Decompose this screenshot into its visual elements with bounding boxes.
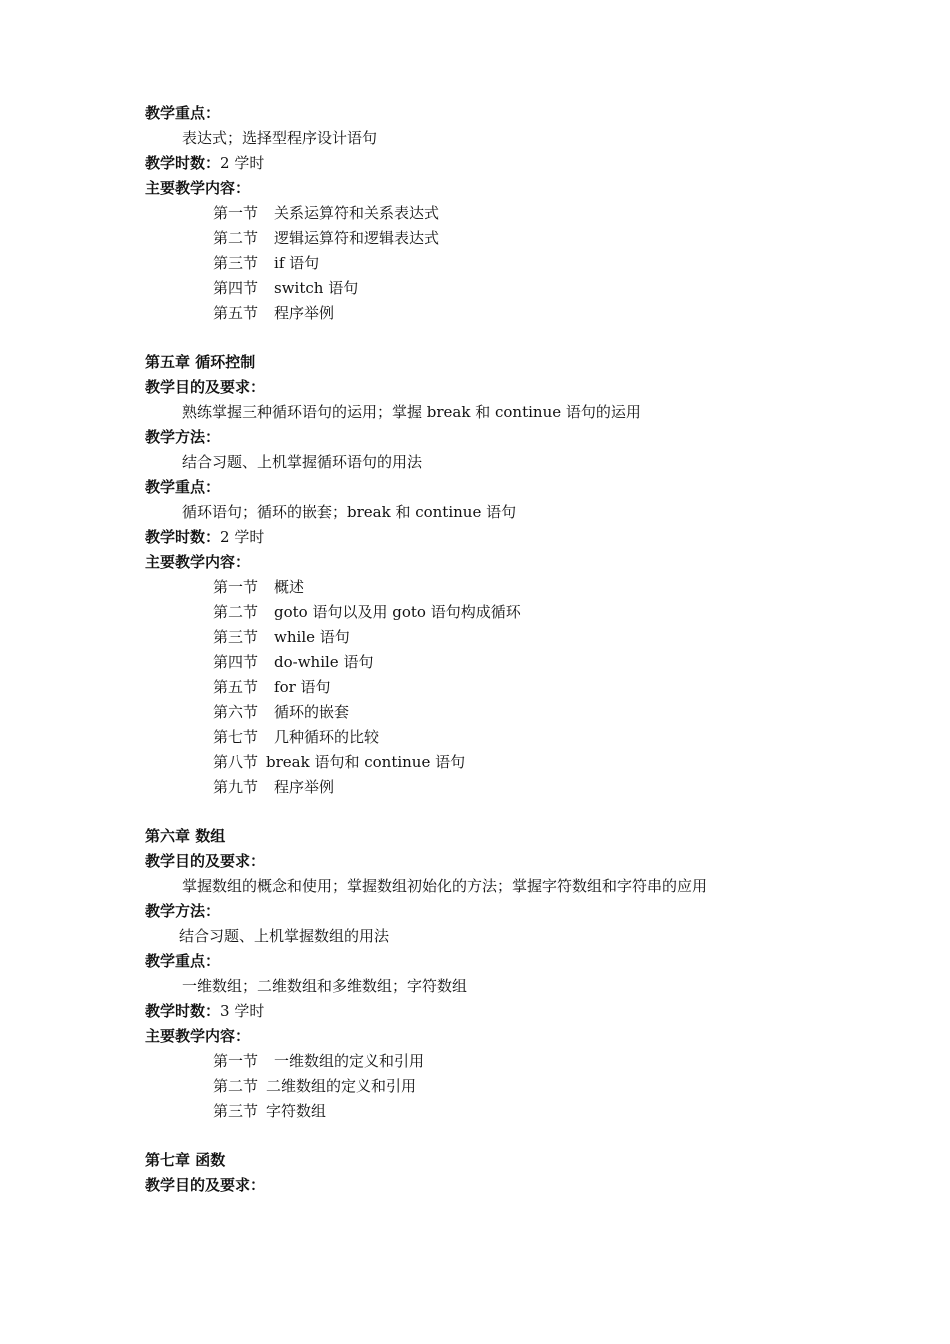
section-item [213,577,304,597]
section-num: 第二节 [213,603,259,621]
section-title: do-while 语句 [274,653,374,671]
section-title: break 语句和 continue 语句 [266,753,466,771]
section-item [213,652,373,672]
section-num: 第二节 [213,229,259,247]
hours-label: 教学时数： [145,528,221,546]
section-num: 第二节 [213,1077,259,1095]
section-num: 第一节 [213,578,259,596]
section-item [213,777,334,797]
method-label: 教学方法： [145,428,221,446]
section-item [213,1101,326,1121]
hours-line [145,527,264,547]
section-item [213,702,349,722]
focus-text: 循环语句；循环的嵌套；break 和 continue 语句 [182,503,517,521]
section-title: 概述 [274,578,305,596]
section-item [213,303,334,323]
goal-label: 教学目的及要求： [145,852,266,870]
section-title: 一维数组的定义和引用 [274,1052,425,1070]
content-label: 主要教学内容： [145,179,251,197]
goal-text: 熟练掌握三种循环语句的运用；掌握 break 和 continue 语句的运用 [182,403,641,421]
section-title: 几种循环的比较 [274,728,380,746]
hours-label: 教学时数： [145,154,221,172]
section-item [213,1076,416,1096]
section-title: switch 语句 [274,279,359,297]
hours-line [145,153,264,173]
section-num: 第三节 [213,254,259,272]
section-item [213,627,350,647]
hours-text: 2 学时 [220,528,265,546]
section-item [213,278,358,298]
chapter-title: 第七章 函数 [145,1151,226,1169]
chapter-title: 第六章 数组 [145,827,226,845]
section-num: 第四节 [213,279,259,297]
section-num: 第九节 [213,778,259,796]
section-num: 第五节 [213,678,259,696]
section-num: 第五节 [213,304,259,322]
hours-label: 教学时数： [145,1002,221,1020]
hours-text: 2 学时 [220,154,265,172]
section-title: for 语句 [274,678,331,696]
section-item [213,727,379,747]
section-title: 逻辑运算符和逻辑表达式 [274,229,440,247]
focus-label: 教学重点： [145,104,221,122]
content-label: 主要教学内容： [145,553,251,571]
content-label: 主要教学内容： [145,1027,251,1045]
section-num: 第三节 [213,628,259,646]
focus-text: 表达式；选择型程序设计语句 [182,129,378,147]
method-text: 结合习题、上机掌握数组的用法 [179,927,390,945]
section-title: goto 语句以及用 goto 语句构成循环 [274,603,521,621]
focus-label: 教学重点： [145,478,221,496]
section-title: if 语句 [274,254,320,272]
section-title: while 语句 [274,628,350,646]
chapter-title: 第五章 循环控制 [145,353,256,371]
goal-label: 教学目的及要求： [145,1176,266,1194]
section-num: 第四节 [213,653,259,671]
section-title: 字符数组 [266,1102,327,1120]
focus-text: 一维数组；二维数组和多维数组；字符数组 [182,977,468,995]
section-title: 循环的嵌套 [274,703,350,721]
method-text: 结合习题、上机掌握循环语句的用法 [182,453,423,471]
section-item [213,752,465,772]
section-num: 第三节 [213,1102,259,1120]
section-num: 第八节 [213,753,259,771]
section-item [213,677,331,697]
goal-label: 教学目的及要求： [145,378,266,396]
section-num: 第六节 [213,703,259,721]
section-title: 程序举例 [274,304,335,322]
hours-line [145,1001,264,1021]
section-title: 程序举例 [274,778,335,796]
goal-text: 掌握数组的概念和使用；掌握数组初始化的方法；掌握字符数组和字符串的应用 [182,877,708,895]
section-item [213,203,439,223]
section-title: 二维数组的定义和引用 [266,1077,417,1095]
section-item [213,602,521,622]
section-item [213,253,319,273]
section-num: 第一节 [213,1052,259,1070]
section-item [213,228,439,248]
section-item [213,1051,424,1071]
section-num: 第一节 [213,204,259,222]
focus-label: 教学重点： [145,952,221,970]
method-label: 教学方法： [145,902,221,920]
hours-text: 3 学时 [220,1002,265,1020]
section-num: 第七节 [213,728,259,746]
section-title: 关系运算符和关系表达式 [274,204,440,222]
